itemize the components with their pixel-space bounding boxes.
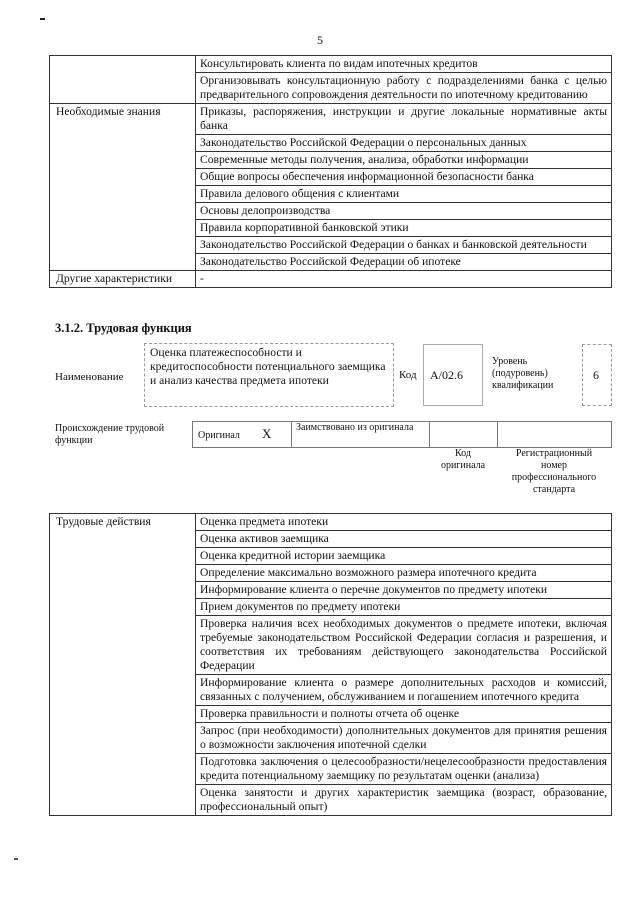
- table-cell: Организовывать консультационную работу с подразделениями банка с целью предварительного сопровождения деятельности по ипотечному кредитованию: [196, 73, 612, 104]
- table-row: [50, 271, 612, 288]
- page-number: 5: [317, 33, 323, 47]
- table-cell: Законодательство Российской Федерации об ипотеке: [196, 254, 612, 271]
- divider: [291, 421, 292, 447]
- function-code: A/02.6: [430, 368, 463, 382]
- table-cell: Общие вопросы обеспечения информационной безопасности банка: [196, 169, 612, 186]
- table-cell: Подготовка заключения о целесообразности/нецелесообразности предоставления кредита потенциальному заемщику по результатам оценки (анализа): [196, 754, 612, 785]
- skills-knowledge-table: [49, 55, 612, 288]
- table-cell: Приказы, распоряжения, инструкции и другие локальные нормативные акты банка: [196, 104, 612, 135]
- section-heading: 3.1.2. Трудовая функция: [55, 321, 192, 335]
- divider: [429, 421, 430, 447]
- table-cell: Законодательство Российской Федерации о персональных данных: [196, 135, 612, 152]
- function-name: Оценка платежеспособности и кредитоспособности потенциального заемщика и анализ качества предмета ипотеки: [150, 346, 386, 387]
- table-cell: Информирование клиента о перечне документов по предмету ипотеки: [196, 582, 612, 599]
- borrowed-label: Заимствовано из оригинала: [296, 422, 414, 433]
- original-label: Оригинал: [198, 430, 240, 441]
- table-cell: Проверка правильности и полноты отчета об оценке: [196, 706, 612, 723]
- table-row: [50, 56, 612, 73]
- table-cell: Правила делового общения с клиентами: [196, 186, 612, 203]
- table-cell: Консультировать клиента по видам ипотечных кредитов: [196, 56, 612, 73]
- table-cell: Оценка активов заемщика: [196, 531, 612, 548]
- row-label: Другие характеристики: [50, 271, 196, 288]
- table-cell: Основы делопроизводства: [196, 203, 612, 220]
- table-cell: Определение максимально возможного размера ипотечного кредита: [196, 565, 612, 582]
- qualification-level: 6: [593, 368, 599, 382]
- scan-mark: [14, 858, 18, 860]
- table-cell: Информирование клиента о размере дополнительных расходов и комиссий, связанных с получением, обслуживанием и погашением ипотечного кредита: [196, 675, 612, 706]
- row-label: [50, 56, 196, 104]
- table-cell: Законодательство Российской Федерации о банках и банковской деятельности: [196, 237, 612, 254]
- level-label: Уровень (подуровень) квалификации: [492, 356, 554, 391]
- table-cell: Оценка кредитной истории заемщика: [196, 548, 612, 565]
- labor-actions-table: [49, 513, 612, 816]
- code-original-caption: Код оригинала: [440, 448, 486, 471]
- code-label: Код: [399, 369, 417, 381]
- original-mark: X: [262, 426, 272, 441]
- registration-number-caption: Регистрационный номер профессионального стандарта: [511, 448, 597, 495]
- table-row: [50, 104, 612, 135]
- table-cell: -: [196, 271, 612, 288]
- origin-label: Происхождение трудовой функции: [55, 423, 165, 446]
- table-cell: Современные методы получения, анализа, обработки информации: [196, 152, 612, 169]
- row-label: Необходимые знания: [50, 104, 196, 271]
- row-label: Трудовые действия: [50, 514, 196, 816]
- table-cell: Оценка занятости и других характеристик заемщика (возраст, образование, профессиональный опыт): [196, 785, 612, 816]
- scan-mark: [40, 18, 45, 20]
- table-cell: Правила корпоративной банковской этики: [196, 220, 612, 237]
- table-cell: Прием документов по предмету ипотеки: [196, 599, 612, 616]
- name-label: Наименование: [55, 371, 124, 383]
- table-cell: Проверка наличия всех необходимых документов о предмете ипотеки, включая требуемые законодательством Российской Федерации согласия и разрешения, и соответствия их требованиям действующего законодательства Российской Федерации: [196, 616, 612, 675]
- table-row: [50, 514, 612, 531]
- table-cell: Оценка предмета ипотеки: [196, 514, 612, 531]
- table-cell: Запрос (при необходимости) дополнительных документов для принятия решения о возможности заключения ипотечной сделки: [196, 723, 612, 754]
- divider: [497, 421, 498, 447]
